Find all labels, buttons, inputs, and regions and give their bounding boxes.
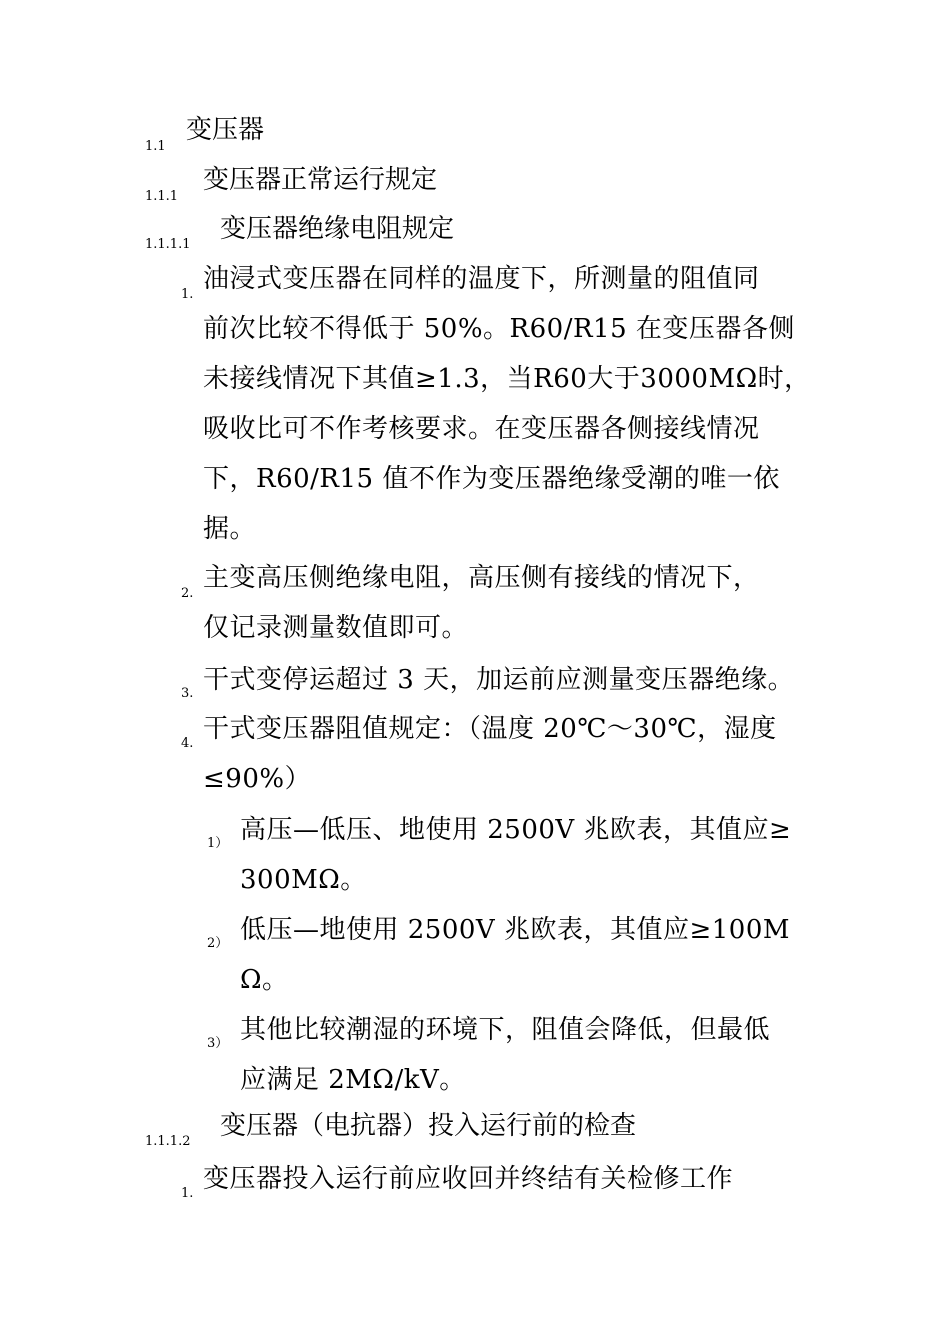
text-line: 据。 bbox=[203, 514, 257, 544]
text-line: 未接线情况下其值≥1.3，当R60大于3000MΩ时， bbox=[203, 364, 811, 394]
list-item-text bbox=[203, 254, 813, 554]
text-line: ≤90%） bbox=[203, 764, 312, 794]
section-title: 变压器绝缘电阻规定 bbox=[220, 214, 455, 244]
list-number: 3. bbox=[181, 686, 194, 701]
sublist-number: 2） bbox=[207, 936, 229, 951]
section-number: 1.1.1 bbox=[145, 189, 179, 204]
list-number: 4. bbox=[181, 736, 194, 751]
sublist-number: 1） bbox=[207, 836, 229, 851]
list-number: 1. bbox=[181, 1186, 194, 1201]
list-item-text bbox=[203, 655, 823, 705]
text-line: 应满足 2MΩ/kV。 bbox=[240, 1065, 466, 1095]
text-line: 高压—低压、地使用 2500V 兆欧表，其值应≥ bbox=[240, 815, 792, 845]
sublist-number: 3） bbox=[207, 1036, 229, 1051]
list-item-text bbox=[203, 553, 813, 653]
text-line: 其他比较潮湿的环境下，阻值会降低，但最低 bbox=[240, 1015, 771, 1045]
text-line: 下，R60/R15 值不作为变压器绝缘受潮的唯一依 bbox=[203, 464, 780, 494]
text-line: 油浸式变压器在同样的温度下，所测量的阻值同 bbox=[203, 264, 760, 294]
section-title: 变压器 bbox=[186, 115, 265, 145]
section-number: 1.1.1.2 bbox=[145, 1134, 191, 1149]
list-item-text bbox=[203, 1154, 813, 1204]
list-number: 2. bbox=[181, 586, 194, 601]
text-line: 300MΩ。 bbox=[240, 865, 367, 895]
sublist-item-text bbox=[240, 1005, 815, 1105]
text-line: 干式变停运超过 3 天，加运前应测量变压器绝缘。 bbox=[203, 665, 795, 695]
text-line: 干式变压器阻值规定：（温度 20℃～30℃，湿度 bbox=[203, 714, 777, 744]
text-line: 前次比较不得低于 50%。R60/R15 在变压器各侧 bbox=[203, 314, 795, 344]
text-line: 仅记录测量数值即可。 bbox=[203, 613, 469, 643]
list-number: 1. bbox=[181, 287, 194, 302]
text-line: Ω。 bbox=[240, 965, 289, 995]
section-title: 变压器正常运行规定 bbox=[203, 165, 438, 195]
text-line: 低压—地使用 2500V 兆欧表，其值应≥100M bbox=[240, 915, 791, 945]
sublist-item-text bbox=[240, 905, 815, 1005]
section-number: 1.1 bbox=[145, 139, 166, 154]
list-item-text bbox=[203, 704, 813, 804]
sublist-item-text bbox=[240, 805, 815, 905]
section-number: 1.1.1.1 bbox=[145, 237, 191, 252]
text-line: 主变高压侧绝缘电阻，高压侧有接线的情况下， bbox=[203, 563, 760, 593]
text-line: 变压器投入运行前应收回并终结有关检修工作 bbox=[203, 1164, 734, 1194]
section-title: 变压器（电抗器）投入运行前的检查 bbox=[220, 1111, 637, 1141]
text-line: 吸收比可不作考核要求。在变压器各侧接线情况 bbox=[203, 414, 760, 444]
